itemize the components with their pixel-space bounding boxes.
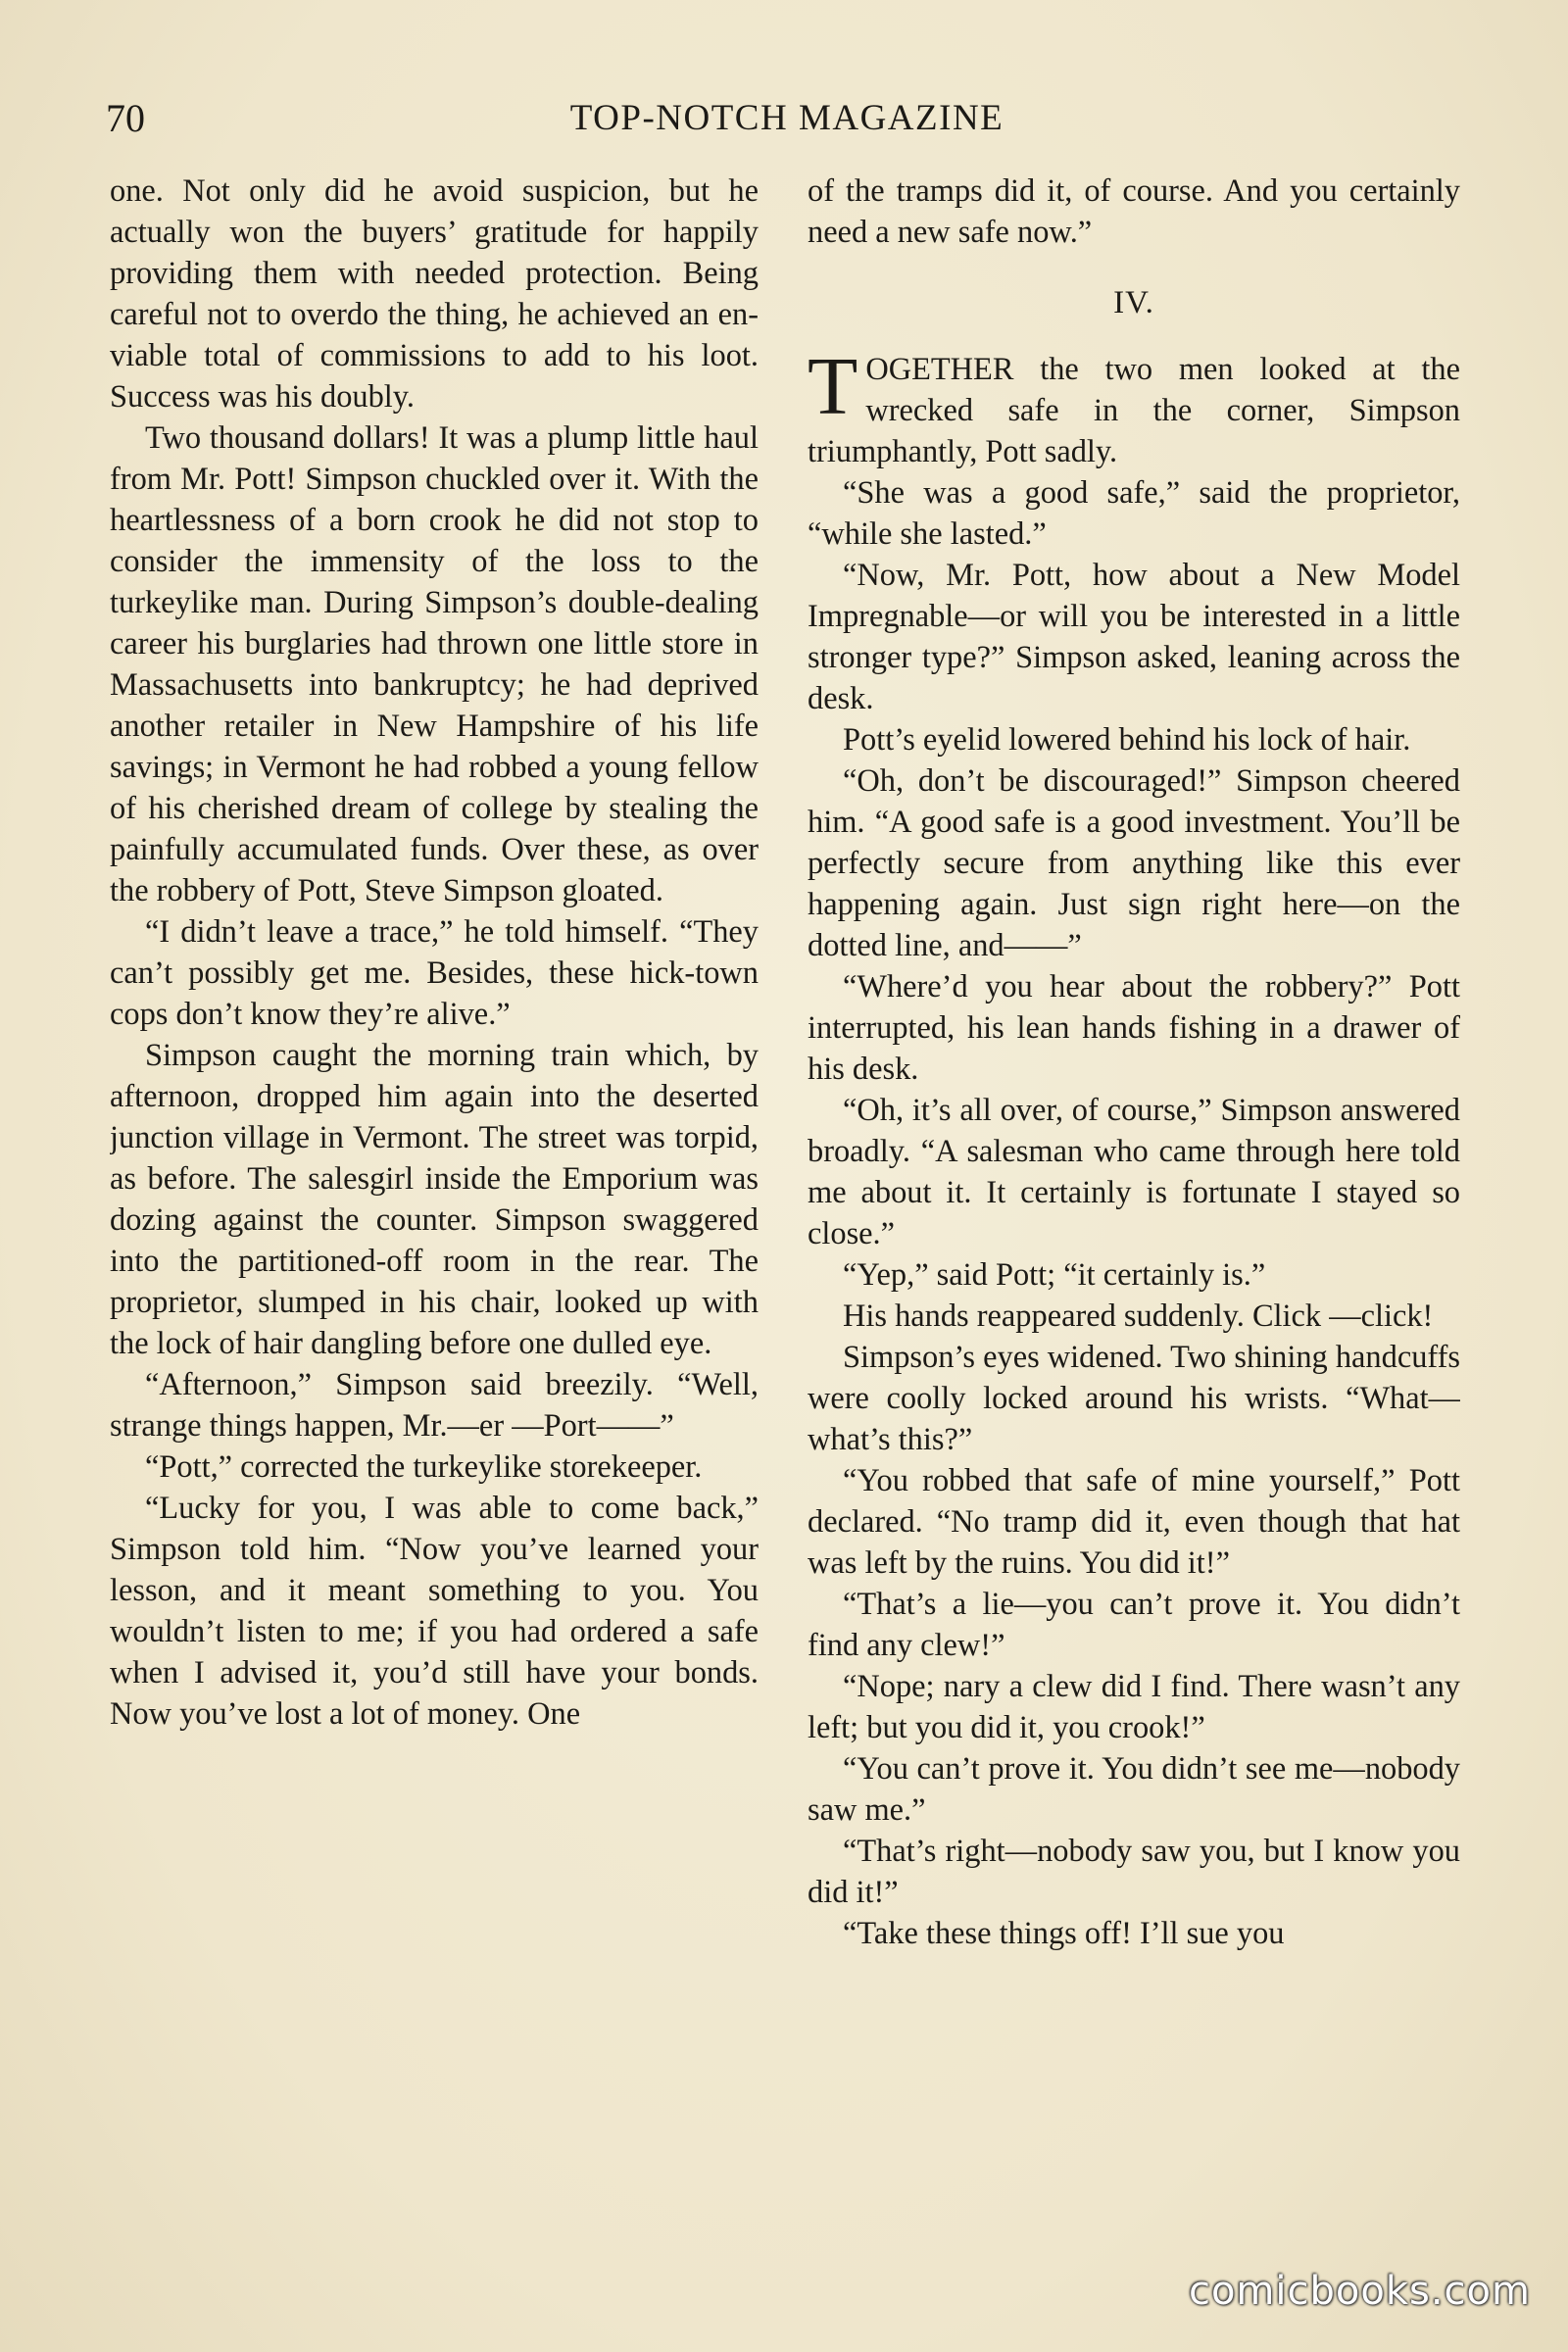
paragraph: “I didn’t leave a trace,” he told himself. “They can’t possibly get me. Besides, these hick-town cops don’t know they’re alive.” (110, 914, 759, 1032)
paragraph: “Oh, don’t be discouraged!” Simpson cheered him. “A good safe is a good investment. You’ll be perfectly secure from anything like this ever happening again. Just sign right here—on the dotted line, and——” (808, 763, 1460, 963)
section-opening-paragraph (808, 341, 1460, 472)
left-column (110, 171, 759, 2248)
paragraph: “She was a good safe,” said the proprietor, “while she lasted.” (808, 475, 1460, 552)
carry-over-paragraph: of the tramps did it, of course. And you certainly need a new safe now.” (808, 173, 1460, 250)
section-opening-text: OGETHER the two men looked at the wrecked safe in the corner, Simpson triumphantly, Pott sadly. (808, 352, 1460, 469)
watermark-logo: comicbooks.com (1188, 2269, 1531, 2314)
paragraph: Pott’s eyelid lowered behind his lock of hair. (843, 722, 1411, 758)
running-head: TOP-NOTCH MAGAZINE (569, 98, 1004, 138)
paragraph: “Where’d you hear about the robbery?” Pott interrupted, his lean hands fishing in a drawer of his desk. (808, 969, 1460, 1087)
paragraph: Simpson’s eyes widened. Two shining handcuffs were coolly locked around his wrists. “What—what’s this?” (808, 1340, 1460, 1457)
paragraph: “Take these things off! I’ll sue you (843, 1916, 1285, 1951)
paragraph: Two thousand dollars! It was a plump little haul from Mr. Pott! Simpson chuckled over it. With the heartlessness of a born crook he did not stop to consider the immensity of the loss to the turkeylike man. During Simpson’s double-dealing career his burglaries had thrown one little store in Massachusetts into bankruptcy; he had deprived another retailer in New Hampshire of his life savings; in Vermont he had robbed a young fellow of his cherished dream of college by stealing the painfully accumulated funds. Over these, as over the robbery of Pott, Steve Simpson gloated. (110, 420, 759, 908)
paragraph: “Nope; nary a clew did I find. There wasn’t any left; but you did it, you crook!” (808, 1669, 1460, 1745)
page-header (106, 94, 1468, 153)
paragraph: “Lucky for you, I was able to come back,” Simpson told him. “Now you’ve learned your lesson, and it meant something to you. You wouldn’t listen to me; if you had ordered a safe when I advised it, you’d still have your bonds. Now you’ve lost a lot of money. One (110, 1491, 759, 1732)
paragraph: one. Not only did he avoid suspicion, but he actually won the buyers’ gratitude for happily providing them with needed protection. Being careful not to overdo the thing, he achieved an enviable total of commissions to add to his loot. Success was his doubly. (110, 173, 759, 415)
paragraph: “That’s a lie—you can’t prove it. You didn’t find any clew!” (808, 1587, 1460, 1663)
paragraph: “You can’t prove it. You didn’t see me—nobody saw me.” (808, 1751, 1460, 1828)
paragraph: Simpson caught the morning train which, by afternoon, dropped him again into the deserted junction village in Vermont. The street was torpid, as before. The salesgirl inside the Emporium was dozing against the counter. Simpson swaggered into the partitioned-off room in the rear. The proprietor, slumped in his chair, looked up with the lock of hair dangling before one dulled eye. (110, 1038, 759, 1361)
right-column (808, 171, 1460, 2248)
page-number: 70 (106, 96, 145, 140)
paragraph: “That’s right—nobody saw you, but I know you did it!” (808, 1834, 1460, 1910)
paragraph: His hands reappeared suddenly. Click —click! (843, 1298, 1434, 1334)
paragraph: “Now, Mr. Pott, how about a New Model Impregnable—or will you be interested in a little stronger type?” Simpson asked, leaning across the desk. (808, 558, 1460, 716)
paragraph: “Oh, it’s all over, of course,” Simpson answered broadly. “A salesman who came through here told me about it. It certainly is fortunate I stayed so close.” (808, 1093, 1460, 1251)
section-heading: IV. (1113, 285, 1154, 320)
paragraph: “You robbed that safe of mine yourself,” Pott declared. “No tramp did it, even though that hat was left by the ruins. You did it!” (808, 1463, 1460, 1581)
drop-cap: T (808, 341, 858, 432)
paragraph: “Afternoon,” Simpson said breezily. “Well, strange things happen, Mr.—er —Port——” (110, 1367, 759, 1444)
paragraph: “Yep,” said Pott; “it certainly is.” (843, 1257, 1266, 1293)
paragraph: “Pott,” corrected the turkeylike storekeeper. (145, 1449, 703, 1485)
